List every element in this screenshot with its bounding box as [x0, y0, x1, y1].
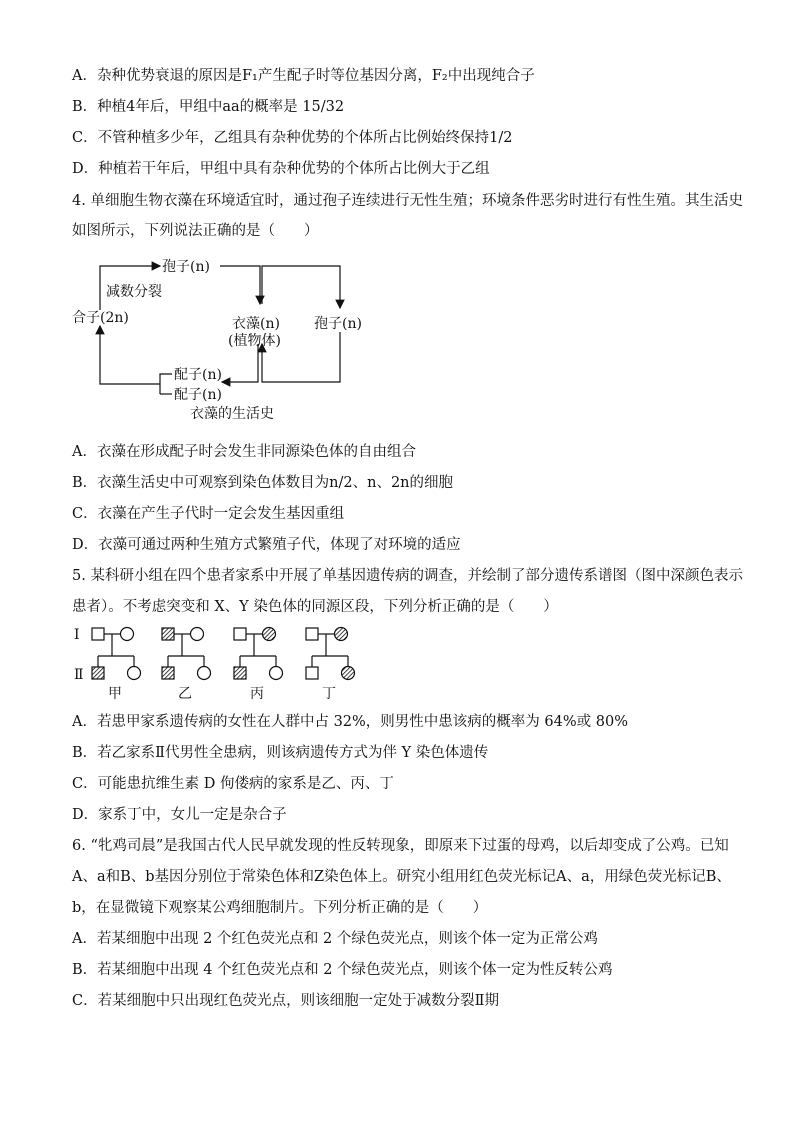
q5-stem-line1: 5. 某科研小组在四个患者家系中开展了单基因遗传病的调查，并绘制了部分遗传系谱图（图中深颜色表示 [72, 568, 743, 584]
q6-option-b: B．若某细胞中出现 4 个红色荧光点和 2 个绿色荧光点，则该个体一定为性反转公鸡 [72, 962, 613, 978]
q4-option-a: A．衣藻在形成配子时会发生非同源染色体的自由组合 [72, 444, 416, 460]
family-label-yi: 乙 [178, 686, 192, 702]
diagram-zygote-label: 合子(2n) [72, 310, 129, 326]
diagram-gamete1-label: 配子(n) [174, 367, 222, 383]
q4-stem-line1: 4. 单细胞生物衣藻在环境适宜时，通过孢子连续进行无性生殖；环境条件恶劣时进行有性生殖。其生活史 [72, 193, 743, 209]
generation-ii-label: Ⅱ [74, 667, 84, 683]
q5-option-d: D．家系丁中，女儿一定是杂合子 [72, 807, 287, 823]
q6-option-c: C．若某细胞中只出现红色荧光点，则该细胞一定处于减数分裂Ⅱ期 [72, 993, 499, 1009]
diagram-meiosis-label: 减数分裂 [106, 284, 162, 300]
q5-option-a: A．若患甲家系遗传病的女性在人群中占 32%，则男性中患该病的概率为 64%或 80% [72, 714, 628, 730]
pedigree-family-bing [234, 628, 283, 680]
family-label-jia: 甲 [108, 686, 122, 702]
q5-option-b: B．若乙家系Ⅱ代男性全患病，则该病遗传方式为伴 Y 染色体遗传 [72, 745, 489, 761]
q6-stem-line3: b，在显微镜下观察某公鸡细胞制片。下列分析正确的是（ ） [72, 900, 488, 916]
diagram-caption: 衣藻的生活史 [190, 406, 274, 422]
pedigree-family-yi [162, 628, 211, 680]
q4-option-b: B．衣藻生活史中可观察到染色体数目为n/2、n、2n的细胞 [72, 475, 454, 491]
pedigree-charts [70, 620, 380, 702]
q4-stem-line2: 如图所示，下列说法正确的是（ ） [72, 223, 319, 239]
diagram-spore-right-label: 孢子(n) [314, 316, 362, 332]
generation-i-label: Ⅰ [74, 627, 80, 643]
q6-option-a: A．若某细胞中出现 2 个红色荧光点和 2 个绿色荧光点，则该个体一定为正常公鸡 [72, 931, 598, 947]
q6-stem-line2: A、a和B、b基因分别位于常染色体和Z染色体上。研究小组用红色荧光标记A、a，用绿色荧光标记B、 [72, 869, 731, 885]
pedigree-family-jia [92, 628, 141, 680]
q4-option-c: C．衣藻在产生子代时一定会发生基因重组 [72, 506, 345, 522]
q3-option-b: B．种植4年后，甲组中aa的概率是 15/32 [72, 99, 345, 115]
q3-option-c: C．不管种植多少年，乙组具有杂种优势的个体所占比例始终保持1/2 [72, 130, 513, 146]
q6-stem-line1: 6. “牝鸡司晨”是我国古代人民早就发现的性反转现象，即原来下过蛋的母鸡，以后却变成了公鸡。已知 [72, 838, 729, 854]
q5-option-c: C．可能患抗维生素 D 佝偻病的家系是乙、丙、丁 [72, 776, 394, 792]
family-label-bing: 丙 [250, 686, 264, 702]
diagram-spore-top-label: 孢子(n) [162, 259, 210, 275]
family-label-ding: 丁 [322, 686, 336, 702]
q4-option-d: D．衣藻可通过两种生殖方式繁殖子代，体现了对环境的适应 [72, 537, 461, 553]
diagram-plant-label: (植物体) [228, 333, 281, 349]
q3-option-a: A．杂种优势衰退的原因是F₁产生配子时等位基因分离，F₂中出现纯合子 [72, 68, 535, 84]
q3-option-d: D．种植若干年后，甲组中具有杂种优势的个体所占比例大于乙组 [72, 161, 490, 177]
q5-stem-line2: 患者）。不考虑突变和 X、Y 染色体的同源区段，下列分析正确的是（ ） [72, 599, 558, 615]
diagram-gamete2-label: 配子(n) [174, 387, 222, 403]
alga-life-cycle-diagram [60, 252, 390, 424]
pedigree-family-ding [306, 628, 355, 680]
diagram-alga-label: 衣藻(n) [232, 316, 280, 332]
